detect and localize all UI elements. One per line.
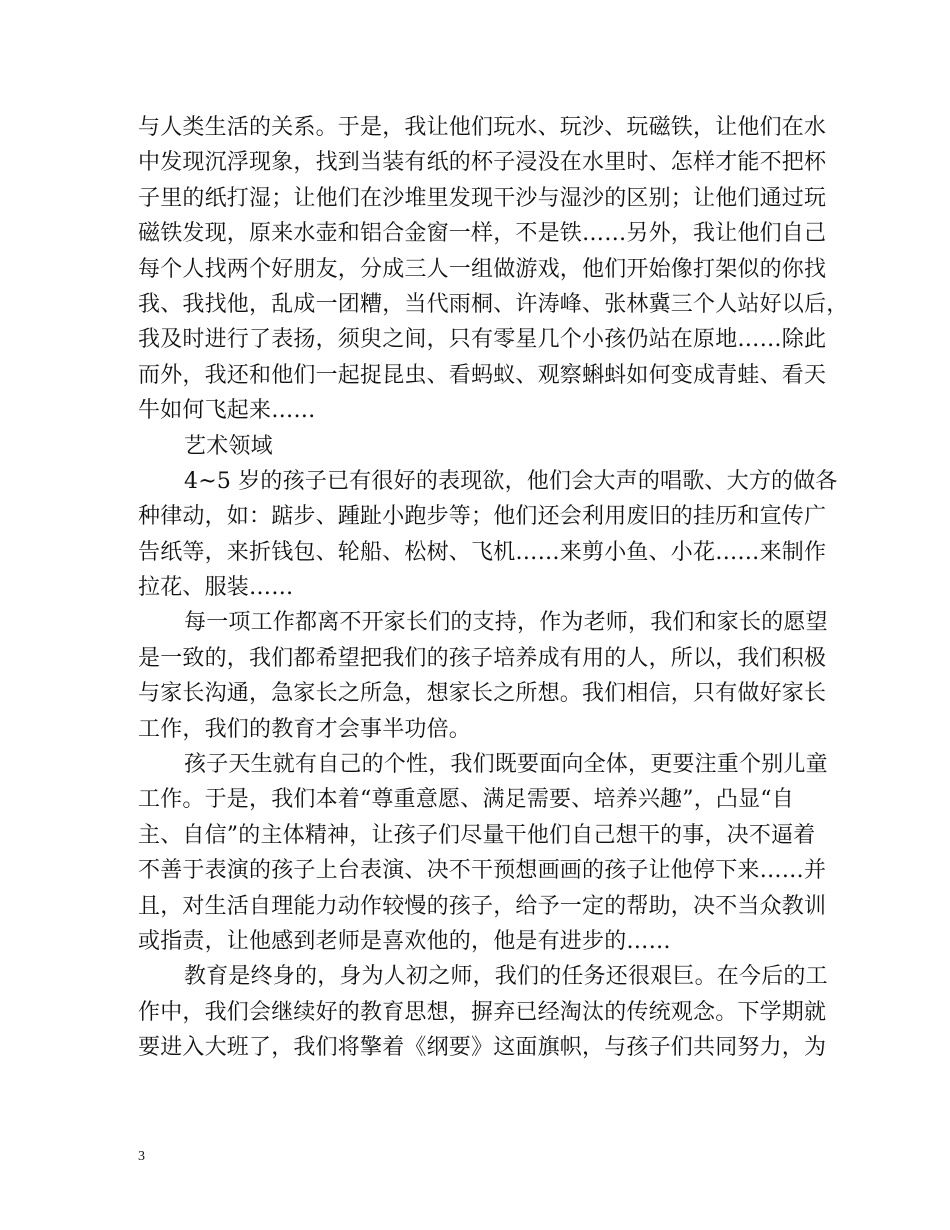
text-line: 孩子天生就有自己的个性，我们既要面向全体，更要注重个别儿童 — [184, 752, 828, 778]
text-line: 拉花、服装…… — [138, 575, 294, 601]
text-line: 磁铁发现，原来水壶和铝合金窗一样，不是铁……另外，我让他们自己 — [138, 221, 827, 247]
text-line: 主、自信”的主体精神，让孩子们尽量干他们自己想干的事，决不逼着 — [138, 822, 816, 848]
text-line: 种律动，如：踮步、踵趾小跑步等；他们还会利用废旧的挂历和宣传广 — [138, 504, 827, 530]
text-line: 是一致的，我们都希望把我们的孩子培养成有用的人，所以，我们积极 — [138, 645, 827, 671]
text-line: 4~5 岁的孩子已有很好的表现欲，他们会大声的唱歌、大方的做各 — [184, 468, 838, 494]
text-line: 工作，我们的教育才会事半功倍。 — [138, 716, 472, 742]
text-line: 牛如何飞起来…… — [138, 398, 316, 424]
text-line: 与家长沟通，急家长之所急，想家长之所想。我们相信，只有做好家长 — [138, 681, 827, 707]
text-line: 要进入大班了，我们将擎着《纲要》这面旗帜，与孩子们共同努力，为 — [138, 1035, 827, 1061]
text-line: 与人类生活的关系。于是，我让他们玩水、玩沙、玩磁铁，让他们在水 — [138, 115, 827, 140]
text-line: 艺术领域 — [184, 433, 273, 459]
text-line: 每一项工作都离不开家长们的支持，作为老师，我们和家长的愿望 — [184, 610, 828, 636]
text-line: 中发现沉浮现象，找到当装有纸的杯子浸没在水里时、怎样才能不把杯 — [138, 150, 827, 176]
text-line: 我及时进行了表扬，须臾之间，只有零星几个小孩仍站在原地……除此 — [138, 327, 827, 353]
text-line: 工作。于是，我们本着“尊重意愿、满足需要、培养兴趣”，凸显“自 — [138, 787, 794, 813]
page-number: 3 — [138, 1149, 145, 1164]
text-line: 作中，我们会继续好的教育思想，摒弃已经淘汰的传统观念。下学期就 — [138, 999, 827, 1025]
text-line: 每个人找两个好朋友，分成三人一组做游戏，他们开始像打架似的你找 — [138, 256, 827, 282]
text-line: 不善于表演的孩子上台表演、决不干预想画画的孩子让他停下来……并 — [138, 858, 827, 884]
document-body — [138, 110, 849, 1066]
text-line: 教育是终身的，身为人初之师，我们的任务还很艰巨。在今后的工 — [184, 964, 828, 990]
text-line: 告纸等，来折钱包、轮船、松树、飞机……来剪小鱼、小花……来制作 — [138, 539, 827, 565]
text-line: 或指责，让他感到老师是喜欢他的，他是有进步的…… — [138, 928, 671, 954]
text-line: 且，对生活自理能力动作较慢的孩子，给予一定的帮助，决不当众教训 — [138, 893, 827, 919]
text-line: 而外，我还和他们一起捉昆虫、看蚂蚁、观察蝌蚪如何变成青蛙、看天 — [138, 362, 827, 388]
text-line: 我、我找他，乱成一团糟，当代雨桐、许涛峰、张林冀三个人站好以后， — [138, 291, 849, 317]
text-line: 子里的纸打湿；让他们在沙堆里发现干沙与湿沙的区别；让他们通过玩 — [138, 185, 827, 211]
